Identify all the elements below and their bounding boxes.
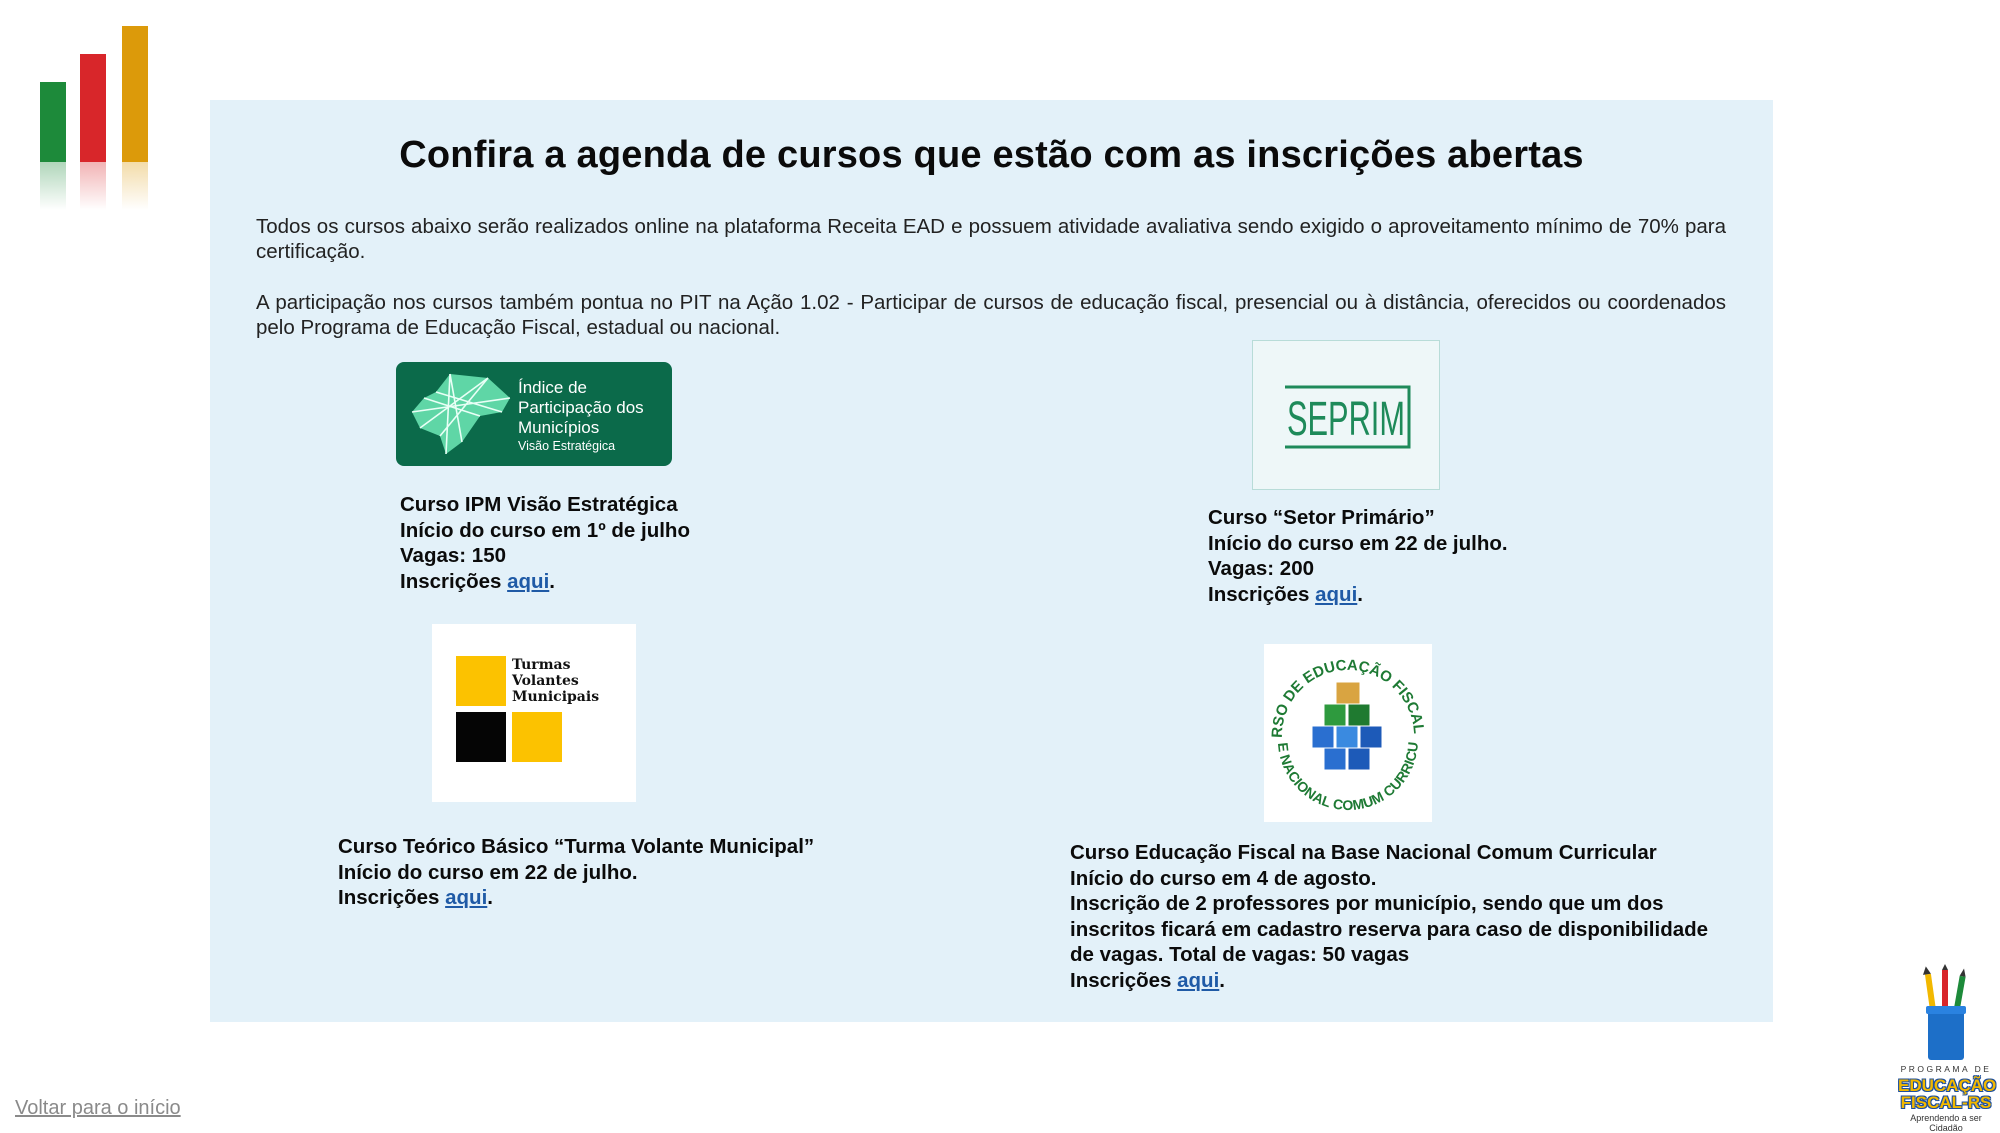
programa-educacao-fiscal-logo: PROGRAMA DE EDUCAÇÃO FISCAL-RS Aprendendo a ser Cidadão bbox=[1898, 964, 1994, 1124]
page-title: Confira a agenda de cursos que estão com as inscrições abertas bbox=[399, 134, 1584, 176]
course-setor-primario bbox=[1208, 505, 1508, 607]
logo-bar-red bbox=[80, 54, 106, 162]
ipm-logo-text: Índice de Participação dos Municípios Visão Estratégica bbox=[518, 378, 644, 453]
course-turma-volante-signup-link[interactable]: aqui bbox=[445, 886, 488, 909]
turmas-volantes-logo bbox=[432, 624, 636, 802]
course-setor-primario-vagas: Vagas: 200 bbox=[1208, 557, 1314, 580]
intro-paragraph-pit: A participação nos cursos também pontua no PIT na Ação 1.02 - Participar de cursos de educação fiscal, presencial ou à distância, oferecidos ou coordenados pelo Programa de Educação Fiscal, estadual ou nacional. bbox=[256, 291, 1726, 339]
course-setor-primario-title: Curso “Setor Primário” bbox=[1208, 506, 1435, 529]
course-turma-volante-title: Curso Teórico Básico “Turma Volante Municipal” bbox=[338, 835, 815, 858]
svg-text:SEPRIM: SEPRIM bbox=[1287, 393, 1405, 446]
course-bncc-detail: Inscrição de 2 professores por município, sendo que um dos bbox=[1070, 892, 1664, 915]
courses-panel bbox=[210, 100, 1773, 1022]
course-bncc-title: Curso Educação Fiscal na Base Nacional Comum Curricular bbox=[1070, 841, 1657, 864]
course-setor-primario-signup-link[interactable]: aqui bbox=[1315, 582, 1358, 606]
course-turma-volante-start: Início do curso em 22 de julho. bbox=[338, 860, 638, 884]
turmas-logo-text: Turmas Volantes Municipais bbox=[512, 657, 600, 705]
logo-bar-gold bbox=[122, 26, 148, 162]
course-turma-volante-inscricoes: Inscrições aqui. bbox=[338, 886, 493, 909]
back-to-start-link[interactable]: Voltar para o início bbox=[15, 1097, 181, 1119]
pencil-cup-icon bbox=[1898, 964, 1994, 1064]
course-bncc-detail: de vagas. Total de vagas: 50 vagas bbox=[1070, 943, 1410, 966]
course-ipm-start: Início do curso em 1º de julho bbox=[400, 518, 690, 542]
course-bncc-signup-link[interactable]: aqui bbox=[1177, 968, 1220, 992]
course-turma-volante bbox=[338, 834, 814, 911]
svg-text:CURSO DE EDUCAÇÃO FISCAL NA: RSO DE EDUCAÇÃO FISCAL bbox=[1268, 656, 1428, 739]
course-setor-primario-start: Início do curso em 22 de julho. bbox=[1208, 531, 1508, 555]
course-bncc bbox=[1070, 840, 1708, 993]
bncc-logo bbox=[1264, 644, 1432, 822]
course-setor-primario-inscricoes: Inscrições aqui. bbox=[1208, 582, 1363, 606]
svg-text:BASE NACIONAL COMUM CURRICULAR: E NACIONAL COMUM CURRICU bbox=[1274, 741, 1422, 814]
rs-map-icon bbox=[410, 372, 514, 456]
course-ipm-inscricoes: Inscrições aqui. bbox=[400, 569, 555, 593]
course-bncc-detail: inscritos ficará em cadastro reserva para caso de disponibilidade bbox=[1070, 917, 1709, 941]
course-bncc-inscricoes: Inscrições aqui. bbox=[1070, 968, 1225, 992]
course-ipm-signup-link[interactable]: aqui bbox=[507, 569, 550, 593]
course-ipm bbox=[400, 492, 690, 594]
logo-bar-green bbox=[40, 82, 66, 162]
seprim-logo bbox=[1252, 340, 1440, 490]
bncc-emblem bbox=[1264, 644, 1432, 822]
ipm-logo bbox=[396, 362, 672, 466]
intro-paragraph-platform: Todos os cursos abaixo serão realizados online na plataforma Receita EAD e possuem atividade avaliativa sendo exigido o aproveitamento mínimo de 70% para certificação. bbox=[256, 215, 1726, 263]
course-ipm-vagas: Vagas: 150 bbox=[400, 544, 506, 567]
brand-bars-logo bbox=[38, 20, 158, 210]
course-ipm-title: Curso IPM Visão Estratégica bbox=[400, 493, 678, 516]
seprim-wordmark bbox=[1281, 385, 1413, 449]
course-bncc-start: Início do curso em 4 de agosto. bbox=[1070, 866, 1377, 890]
